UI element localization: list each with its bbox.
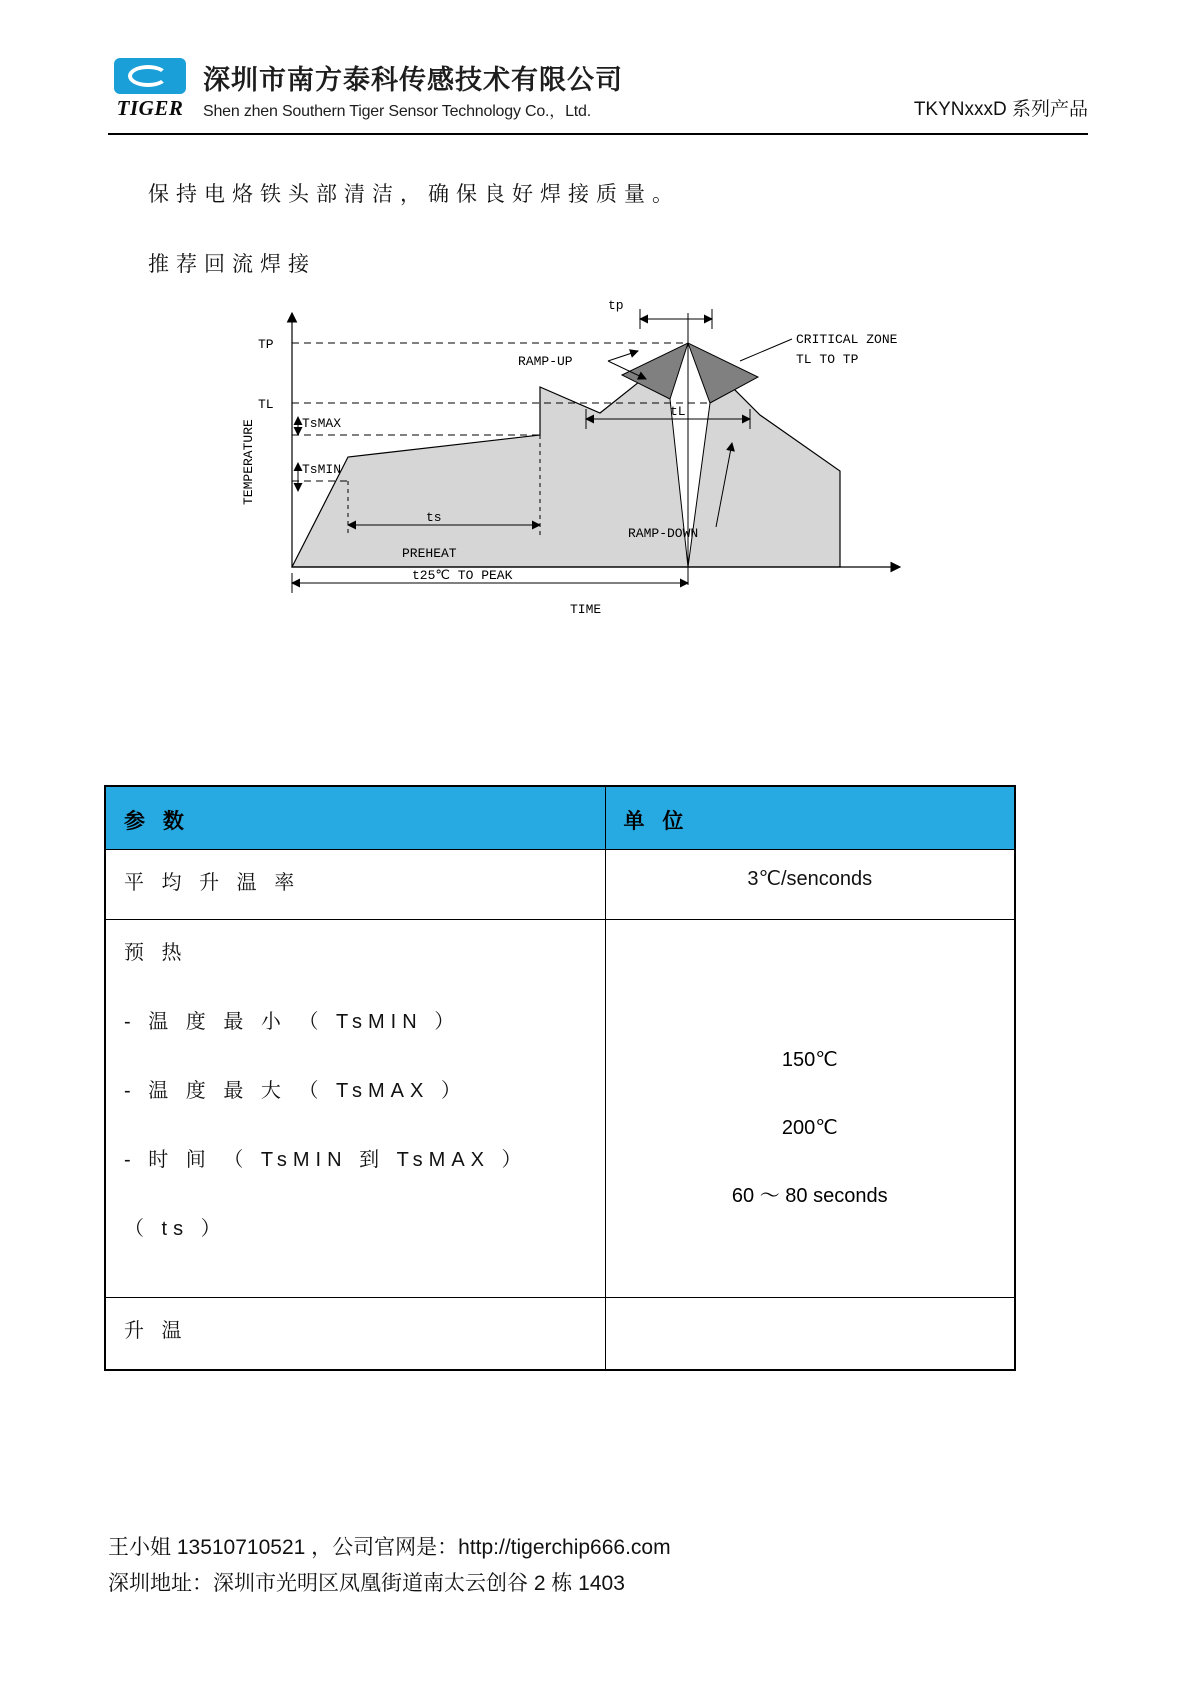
footer-contact: 王小姐 13510710521 ，公司官网是：http://tigerchip666.com <box>108 1536 671 1559</box>
label-critical-zone-2: TL TO TP <box>796 352 859 367</box>
header-divider <box>108 133 1088 135</box>
cell-value-rate <box>605 850 1015 920</box>
text-ramp-up-value <box>606 1298 1015 1314</box>
page-header <box>108 52 1088 130</box>
paragraph-solder-tip: 保持电烙铁头部清洁，确保良好焊接质量。 <box>148 183 680 206</box>
footer-address: 深圳地址：深圳市光明区凤凰街道南太云创谷 2 栋 1403 <box>108 1572 625 1595</box>
table-row <box>105 850 1015 920</box>
header-label-unit: 单 位 <box>623 810 690 833</box>
cell-param-preheat <box>105 920 605 1298</box>
company-logo <box>108 58 192 120</box>
header-cell-unit <box>605 786 1015 850</box>
tiger-logo-icon <box>114 58 186 94</box>
label-preheat: PREHEAT <box>402 546 457 561</box>
cell-value-preheat <box>605 920 1015 1298</box>
company-name-cn: 深圳市南方泰科传感技术有限公司 <box>203 65 623 95</box>
text-avg-ramp-rate: 平 均 升 温 率 <box>124 872 301 894</box>
logo-wordmark: TIGER <box>116 96 184 120</box>
cell-value-ramp <box>605 1298 1015 1370</box>
label-tp: TP <box>258 337 274 352</box>
label-tsmin: TsMIN <box>302 462 342 477</box>
label-tL: tL <box>670 404 686 419</box>
cell-param-ramp <box>105 1298 605 1370</box>
label-t25: t25℃ TO PEAK <box>412 568 513 583</box>
table-row <box>105 1298 1015 1370</box>
label-tl: TL <box>258 397 274 412</box>
header-cell-param <box>105 786 605 850</box>
cell-param-rate <box>105 850 605 920</box>
preheat-tsmax: - 温 度 最 大 （ TsMAX ） <box>124 1080 467 1102</box>
text-ramp-up: 升 温 <box>124 1320 188 1342</box>
preheat-tsmin: - 温 度 最 小 （ TsMIN ） <box>124 1011 461 1033</box>
preheat-title: 预 热 <box>124 942 188 964</box>
reflow-profile-diagram <box>240 295 920 635</box>
page-footer <box>108 1530 1088 1602</box>
text-avg-ramp-rate-value: 3℃/senconds <box>747 868 873 890</box>
label-ramp-up: RAMP-UP <box>518 354 573 369</box>
value-ts-time: 60 ～ 80 seconds <box>731 1185 888 1207</box>
label-ts: ts <box>426 510 442 525</box>
label-critical-zone-1: CRITICAL ZONE <box>796 332 898 347</box>
label-time: TIME <box>570 602 602 617</box>
reflow-parameter-table <box>104 785 1016 1371</box>
preheat-param-list <box>106 920 605 1241</box>
label-ramp-down: RAMP-DOWN <box>628 526 699 541</box>
table-header-row <box>105 786 1015 850</box>
paragraph-reflow-title: 推荐回流焊接 <box>148 253 316 276</box>
preheat-value-list <box>606 920 1015 1206</box>
product-series-label: TKYNxxxD 系列产品 <box>913 99 1088 120</box>
preheat-ts: （ ts ） <box>124 1218 227 1240</box>
preheat-time: - 时 间 （ TsMIN 到 TsMAX ） <box>124 1149 528 1171</box>
header-label-param: 参 数 <box>124 810 190 833</box>
label-temperature: TEMPERATURE <box>241 419 256 505</box>
table-row <box>105 920 1015 1298</box>
company-name-en: Shen zhen Southern Tiger Sensor Technology Co.，Ltd. <box>203 103 591 120</box>
label-tsmax: TsMAX <box>302 416 342 431</box>
value-tsmax: 200℃ <box>781 1117 838 1139</box>
value-tsmin: 150℃ <box>781 1049 838 1071</box>
label-tp-top: tp <box>608 298 624 313</box>
